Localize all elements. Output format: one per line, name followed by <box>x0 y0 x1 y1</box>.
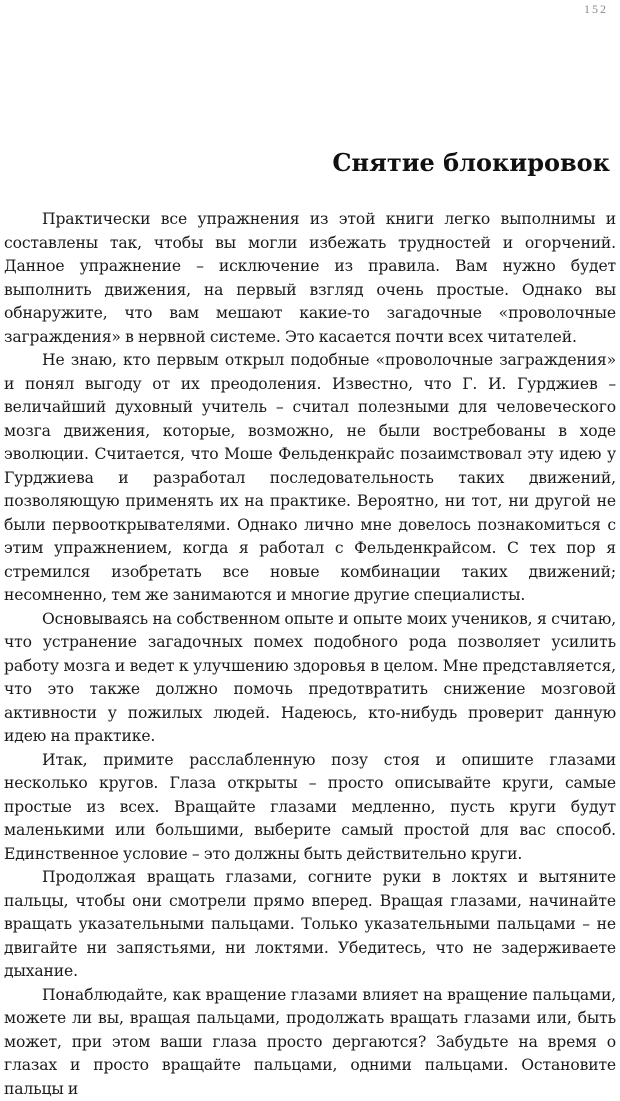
paragraph: Основываясь на собственном опыте и опыте моих учеников, я считаю, что устранение загадочных помех подобного рода позволяет усилить работу мозга и ведет к улучшению здоровья в целом. Мне представляется, что это также должно помочь предотвратить снижение мозговой активности у пожилых людей. Надеюсь, кто-нибудь проверит данную идею на практике. <box>4 608 616 749</box>
paragraph: Продолжая вращать глазами, согните руки в локтях и вытяните пальцы, чтобы они смотрели прямо вперед. Вращая глазами, начинайте вращать указательными пальцами. Только указательными пальцами – не двигайте ни запястьями, ни локтями. Убедитесь, что не задерживаете дыхание. <box>4 866 616 984</box>
chapter-title: Снятие блокировок <box>332 148 610 178</box>
body-text <box>4 208 616 1101</box>
paragraph: Понаблюдайте, как вращение глазами влияет на вращение пальцами, можете ли вы, вращая пальцами, продолжать вращать глазами или, быть может, при этом ваши глаза просто дергаются? Забудьте на время о глазах и просто вращайте пальцами, одними пальцами. Остановите пальцы и <box>4 984 616 1101</box>
paragraph: Итак, примите расслабленную позу стоя и опишите глазами несколько кругов. Глаза открыты – просто описывайте круги, самые простые из всех. Вращайте глазами медленно, пусть круги будут маленькими или большими, выберите самый простой для вас способ. Единственное условие – это должны быть действительно круги. <box>4 749 616 867</box>
paragraph: Не знаю, кто первым открыл подобные «проволочные заграждения» и понял выгоду от их преодоления. Известно, что Г. И. Гурджиев – величайший духовный учитель – считал полезными для человеческого мозга движения, которые, возможно, не были востребованы в ходе эволюции. Считается, что Моше Фельденкрайс позаимствовал эту идею у Гурджиева и разработал последовательность таких движений, позволяющую применять их на практике. Вероятно, ни тот, ни другой не были первооткрывателями. Однако лично мне довелось познакомиться с этим упражнением, когда я работал с Фельденкрайсом. С тех пор я стремился изобретать все новые комбинации таких движений; несомненно, тем же занимаются и многие другие специалисты. <box>4 349 616 608</box>
page-number: 152 <box>584 2 608 17</box>
paragraph: Практически все упражнения из этой книги легко выполнимы и составлены так, чтобы вы могли избежать трудностей и огорчений. Данное упражнение – исключение из правила. Вам нужно будет выполнить движения, на первый взгляд очень простые. Однако вы обнаружите, что вам мешают какие-то загадочные «проволочные заграждения» в нервной системе. Это касается почти всех читателей. <box>4 208 616 349</box>
